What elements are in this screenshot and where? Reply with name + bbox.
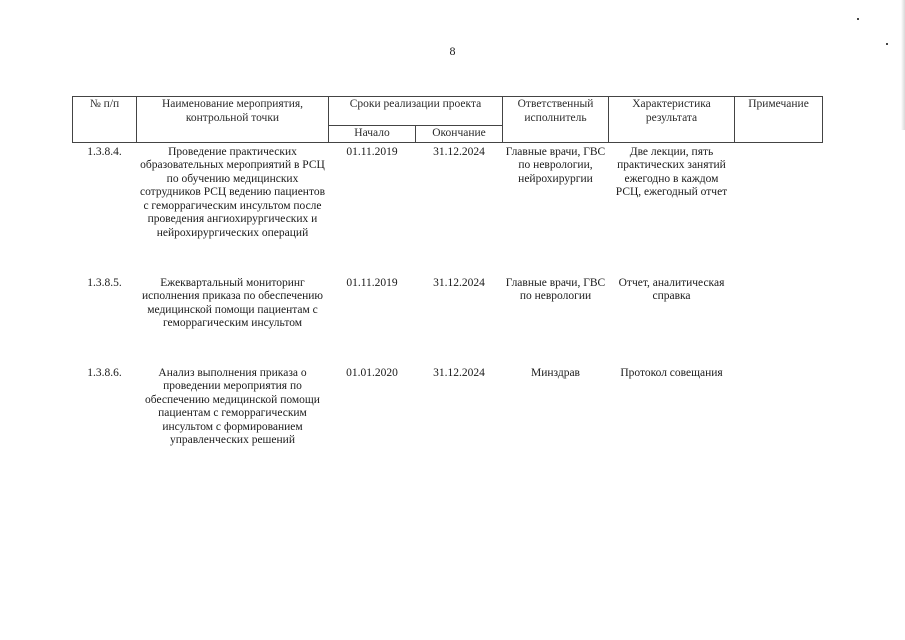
row-name: Анализ выполнения приказа о проведении мероприятия по обеспечению медицинской помощи пациентам с геморрагическим инсультом с формированием управленческих решений <box>145 366 320 446</box>
row-responsible: Главные врачи, ГВС по неврологии <box>505 276 606 302</box>
header-start: Начало <box>329 126 416 143</box>
row-result: Отчет, аналитическая справка <box>618 276 725 302</box>
header-name: Наименование мероприятия, контрольной точки <box>137 97 329 143</box>
row-end: 31.12.2024 <box>433 145 485 158</box>
row-num: 1.3.8.5. <box>87 276 122 289</box>
row-num: 1.3.8.4. <box>87 145 122 158</box>
row-result: Протокол совещания <box>620 366 723 379</box>
header-responsible: Ответственный исполнитель <box>503 97 609 143</box>
header-note: Примечание <box>735 97 823 143</box>
row-name: Ежеквартальный мониторинг исполнения приказа по обеспечению медицинской помощи пациентам с геморрагическим инсультом <box>141 276 324 329</box>
table-row <box>73 366 823 472</box>
header-terms: Сроки реализации проекта <box>329 97 503 126</box>
row-result: Две лекции, пять практических занятий ежегодно в каждом РСЦ, ежегодный отчет <box>615 145 728 198</box>
page-number: 8 <box>449 44 456 58</box>
row-name: Проведение практических образовательных мероприятий в РСЦ по обучению медицинских сотрудников РСЦ ведению пациентов с геморрагическим инсультом после проведения ангиохирургических и нейрохирургических операций <box>139 145 326 239</box>
header-result: Характеристика результата <box>609 97 735 143</box>
row-start: 01.11.2019 <box>346 276 398 289</box>
row-end: 31.12.2024 <box>433 276 485 289</box>
header-num: № п/п <box>73 97 137 143</box>
row-note <box>735 275 823 366</box>
row-start: 01.01.2020 <box>346 366 398 379</box>
row-end: 31.12.2024 <box>433 366 485 379</box>
table-body <box>73 142 823 472</box>
row-note <box>735 366 823 472</box>
row-num: 1.3.8.6. <box>87 366 122 379</box>
action-plan-table <box>72 96 823 472</box>
header-end: Окончание <box>416 126 503 143</box>
table-row <box>73 142 823 275</box>
row-responsible: Минздрав <box>530 366 580 379</box>
scan-artifact-dot <box>857 18 859 20</box>
row-start: 01.11.2019 <box>346 145 398 158</box>
table-header <box>73 97 823 143</box>
scan-edge-shadow <box>901 0 905 130</box>
row-note <box>735 142 823 275</box>
scan-artifact-dot <box>886 43 888 45</box>
table-row <box>73 275 823 366</box>
row-responsible: Главные врачи, ГВС по неврологии, нейрохирургии <box>505 145 606 185</box>
